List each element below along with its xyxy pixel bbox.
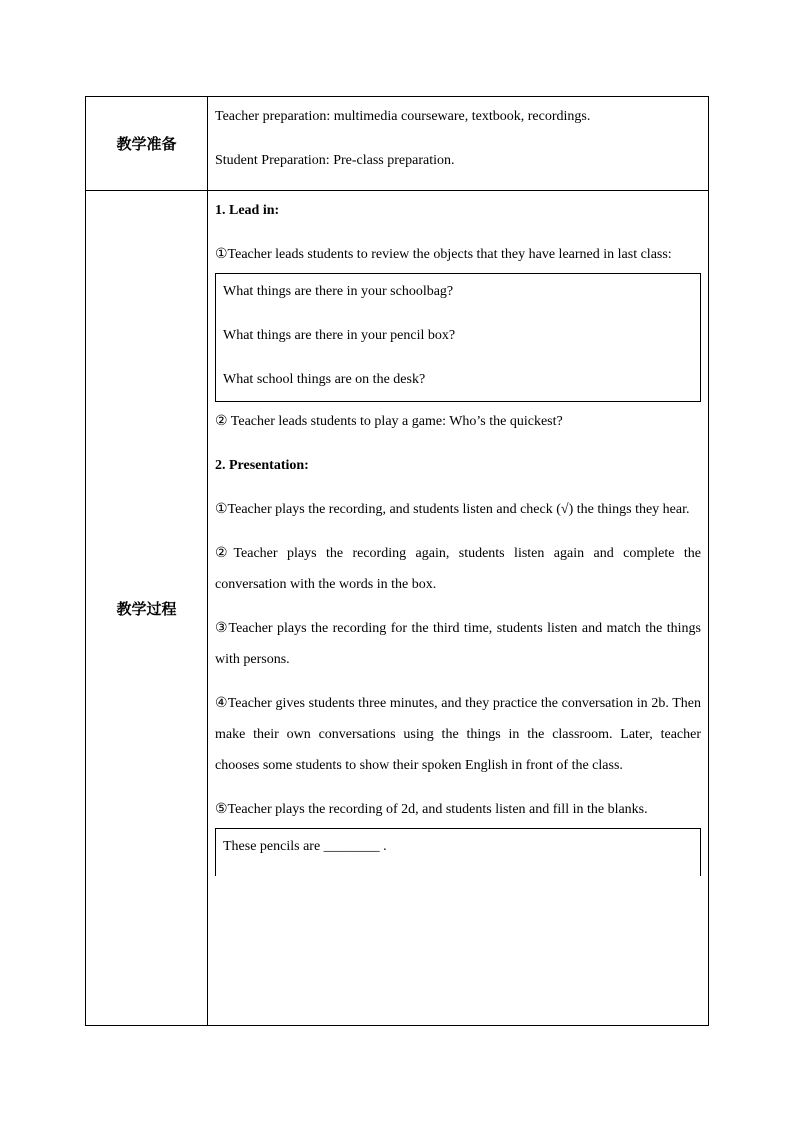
teacher-preparation: Teacher preparation: multimedia courseware, textbook, recordings. <box>215 109 591 124</box>
lead-in-heading: 1. Lead in: <box>215 203 280 218</box>
preparation-label: 教学准备 <box>86 97 208 191</box>
process-row <box>86 191 709 1026</box>
process-content <box>208 191 709 1026</box>
presentation-heading: 2. Presentation: <box>215 458 309 473</box>
fill-in-box <box>215 828 701 876</box>
review-questions-box <box>215 273 701 402</box>
lead-in-step-1: ①Teacher leads students to review the objects that they have learned in last class: <box>215 247 672 262</box>
fill-in-sentence: These pencils are ________ . <box>223 839 387 854</box>
preparation-row <box>86 97 709 191</box>
review-question: What things are there in your pencil box? <box>223 328 456 343</box>
presentation-step-1: ①Teacher plays the recording, and students listen and check (√) the things they hear. <box>215 502 690 517</box>
preparation-content <box>208 97 709 191</box>
lesson-plan-page <box>85 96 709 1018</box>
process-label: 教学过程 <box>86 191 208 1026</box>
presentation-step-5: ⑤Teacher plays the recording of 2d, and students listen and fill in the blanks. <box>215 802 648 817</box>
lead-in-step-2: ② Teacher leads students to play a game: Who’s the quickest? <box>215 414 563 429</box>
presentation-step-4: ④Teacher gives students three minutes, and they practice the conversation in 2b. Then make their own conversations using the things in the classroom. Later, teacher chooses some students to show their spoken English in front of the class. <box>215 696 701 773</box>
presentation-step-2: ②Teacher plays the recording again, students listen again and complete the conversation with the words in the box. <box>215 546 701 592</box>
student-preparation: Student Preparation: Pre-class preparation. <box>215 153 455 168</box>
review-question: What school things are on the desk? <box>223 372 426 387</box>
review-question: What things are there in your schoolbag? <box>223 284 454 299</box>
lesson-plan-table <box>85 96 709 1026</box>
presentation-step-3: ③Teacher plays the recording for the third time, students listen and match the things with persons. <box>215 621 701 667</box>
